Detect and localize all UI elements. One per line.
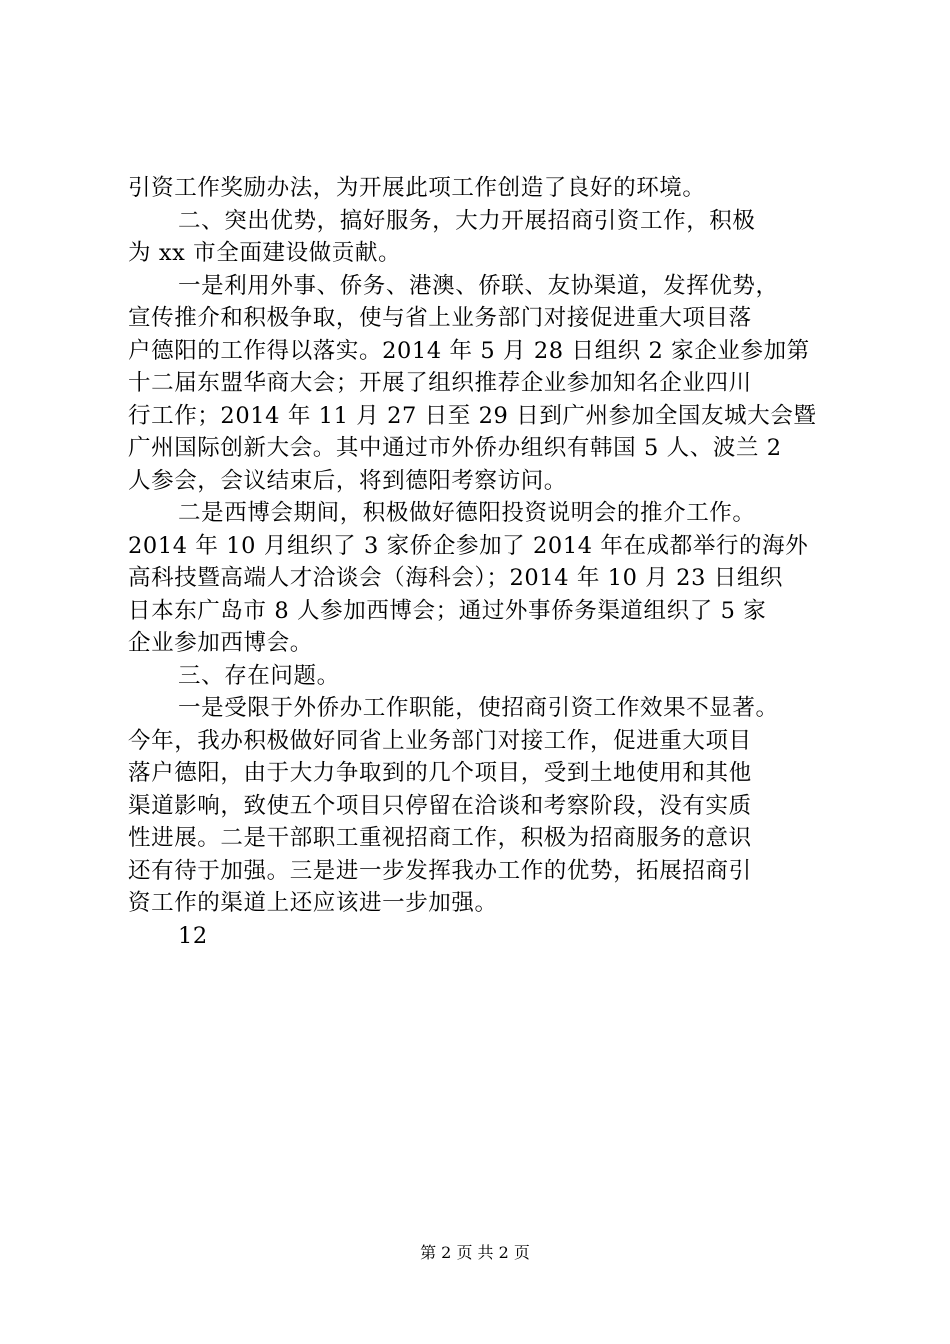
text-line: 企业参加西博会。 [128, 630, 313, 656]
paragraph-start: 一是利用外事、侨务、港澳、侨联、友协渠道，发挥优势， [178, 272, 779, 299]
text-line: 户德阳的工作得以落实。2014 年 5 月 28 日组织 2 家企业参加第 [128, 337, 810, 364]
text-line: 渠道影响，致使五个项目只停留在洽谈和考察阶段，没有实质 [128, 792, 752, 819]
page-footer: 第 2 页 共 2 页 [420, 1243, 530, 1262]
text-line: 十二届东盟华商大会；开展了组织推荐企业参加知名企业四川 [128, 370, 752, 396]
text-line: 为 xx 市全面建设做贡献。 [128, 240, 402, 266]
text-line: 高科技暨高端人才洽谈会（海科会）；2014 年 10 月 23 日组织 [128, 565, 784, 591]
paragraph-start: 二是西博会期间，积极做好德阳投资说明会的推介工作。 [178, 500, 756, 526]
text-line: 2014 年 10 月组织了 3 家侨企参加了 2014 年在成都举行的海外 [128, 532, 809, 559]
text-line: 宣传推介和积极争取，使与省上业务部门对接促进重大项目落 [128, 305, 752, 331]
section-heading: 二、突出优势，搞好服务，大力开展招商引资工作，积极 [178, 207, 756, 234]
text-line: 日本东广岛市 8 人参加西博会；通过外事侨务渠道组织了 5 家 [128, 597, 767, 624]
text-line: 人参会，会议结束后，将到德阳考察访问。 [128, 467, 567, 494]
text-line: 性进展。二是干部职工重视招商工作，积极为招商服务的意识 [128, 825, 752, 851]
page-number-text: 12 [178, 922, 208, 949]
text-line: 行工作；2014 年 11 月 27 日至 29 日到广州参加全国友城大会暨 [128, 402, 817, 429]
text-line: 落户德阳，由于大力争取到的几个项目，受到土地使用和其他 [128, 760, 752, 786]
paragraph-start: 一是受限于外侨办工作职能，使招商引资工作效果不显著。 [178, 695, 779, 721]
section-heading: 三、存在问题。 [178, 662, 340, 689]
text-line: 资工作的渠道上还应该进一步加强。 [128, 890, 498, 916]
text-line: 引资工作奖励办法，为开展此项工作创造了良好的环境。 [128, 175, 706, 201]
text-line: 今年，我办积极做好同省上业务部门对接工作，促进重大项目 [128, 727, 752, 754]
document-body [128, 172, 838, 952]
text-line: 还有待于加强。三是进一步发挥我办工作的优势，拓展招商引 [128, 857, 752, 884]
text-line: 广州国际创新大会。其中通过市外侨办组织有韩国 5 人、波兰 2 [128, 435, 782, 461]
